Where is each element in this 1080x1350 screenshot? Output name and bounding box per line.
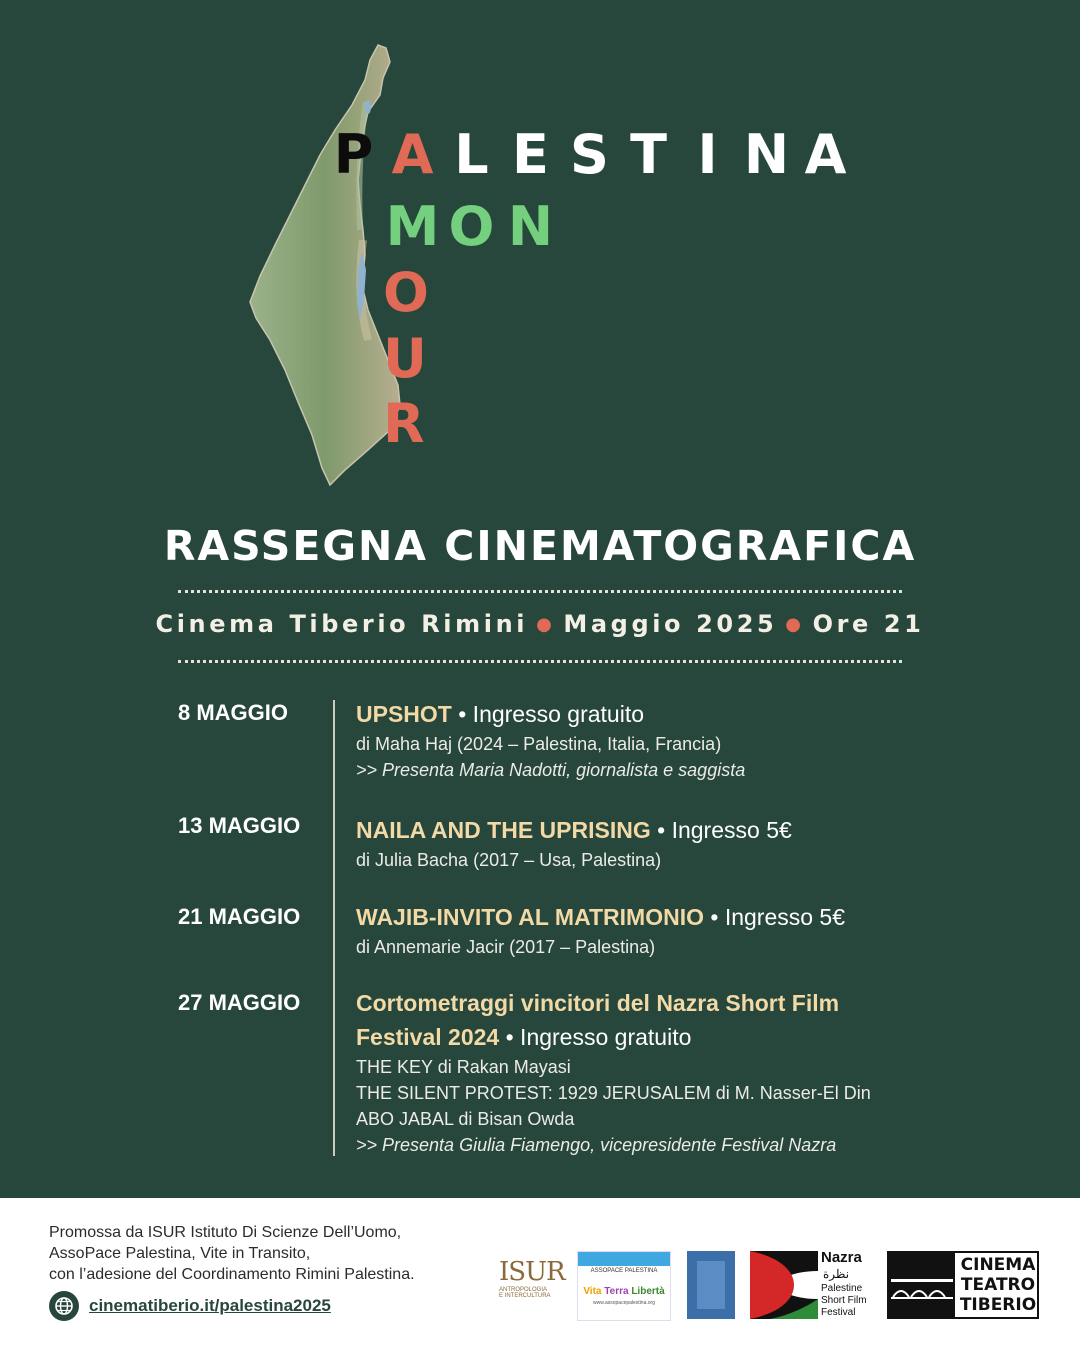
title-letter: P	[333, 123, 374, 186]
presenter: >> Presenta Giulia Fiamengo, vicepresidente Festival Nazra	[356, 1135, 837, 1155]
title-letter: A	[391, 123, 434, 186]
film-credits: di Annemarie Jacir (2017 – Palestina)	[356, 937, 656, 957]
promo-line: AssoPace Palestina, Vite in Transito,	[49, 1245, 311, 1262]
page-title: RASSEGNA CINEMATOGRAFICA	[163, 522, 917, 570]
event-item	[356, 900, 916, 960]
vite-in-transito-logo	[687, 1251, 735, 1319]
bullet-icon: ●	[785, 614, 805, 635]
title-letter: O	[383, 261, 429, 324]
promo-line: Promossa da ISUR Istituto Di Scienze Dell’Uomo,	[49, 1224, 402, 1241]
presenter: >> Presenta Maria Nadotti, giornalista e saggista	[356, 760, 746, 780]
film-title: NAILA AND THE UPRISING	[356, 817, 651, 843]
film-title: Cortometraggi vincitori del Nazra Short Film Festival 2024	[356, 990, 840, 1050]
film-title: WAJIB-INVITO AL MATRIMONIO	[356, 904, 704, 930]
entry-fee: • Ingresso gratuito	[505, 1024, 692, 1050]
bullet-icon: ●	[536, 614, 556, 635]
title-mon	[383, 195, 560, 258]
event-item	[356, 697, 916, 783]
title-letter: O	[448, 195, 495, 258]
website	[49, 1291, 331, 1321]
event-item	[356, 813, 916, 873]
venue: Cinema Tiberio Rimini	[155, 610, 529, 638]
event-info	[0, 610, 1080, 638]
event-date: 13 MAGGIO	[178, 813, 301, 838]
title-letter: S	[570, 123, 609, 186]
promoters-text	[49, 1222, 415, 1285]
film-credits: THE SILENT PROTEST: 1929 JERUSALEM di M. Nasser-El Din	[356, 1083, 871, 1103]
event-date: 21 MAGGIO	[178, 904, 301, 929]
title-letter: E	[512, 123, 549, 186]
event-item	[356, 986, 896, 1158]
entry-fee: • Ingresso 5€	[657, 817, 792, 843]
entry-fee: • Ingresso gratuito	[458, 701, 644, 727]
title-letter: R	[383, 392, 425, 455]
cinema-teatro-tiberio-logo: CINEMA TEATRO TIBERIO	[887, 1251, 1039, 1319]
assopace-logo: ASSOPACE PALESTINA Vita Terra Libertà www.assopacepalestina.org	[577, 1251, 671, 1321]
title-letter: M	[385, 195, 440, 258]
title-letter: T	[630, 123, 667, 186]
nazra-logo: Nazra نظرة Palestine Short Film Festival	[750, 1251, 876, 1321]
bridge-icon	[889, 1253, 955, 1317]
title-letter: I	[697, 123, 718, 186]
timeline-line	[333, 700, 335, 1156]
globe-icon	[49, 1291, 79, 1321]
promo-line: con l’adesione del Coordinamento Rimini Palestina.	[49, 1266, 415, 1283]
dotted-divider	[178, 660, 902, 663]
event-date: 8 MAGGIO	[178, 700, 289, 725]
dotted-divider	[178, 590, 902, 593]
event-date: 27 MAGGIO	[178, 990, 301, 1015]
website-link[interactable]: cinematiberio.it/palestina2025	[89, 1296, 331, 1315]
entry-fee: • Ingresso 5€	[710, 904, 846, 930]
month: Maggio 2025	[563, 610, 778, 638]
time: Ore 21	[812, 610, 925, 638]
film-credits: THE KEY di Rakan Mayasi	[356, 1057, 571, 1077]
title-letter: U	[383, 327, 427, 390]
title-letter: N	[507, 195, 554, 258]
title-letter: A	[804, 123, 847, 186]
film-title: UPSHOT	[356, 701, 452, 727]
title-letter: L	[454, 123, 489, 186]
title-letter: N	[743, 123, 790, 186]
title-palestina	[324, 123, 855, 186]
film-credits: di Julia Bacha (2017 – Usa, Palestina)	[356, 850, 662, 870]
isur-logo: ISUR ANTROPOLOGIA E INTERCULTURA	[499, 1257, 565, 1299]
film-credits: di Maha Haj (2024 – Palestina, Italia, Francia)	[356, 734, 722, 754]
film-credits: ABO JABAL di Bisan Owda	[356, 1109, 575, 1129]
nazra-flag-icon	[750, 1251, 818, 1319]
